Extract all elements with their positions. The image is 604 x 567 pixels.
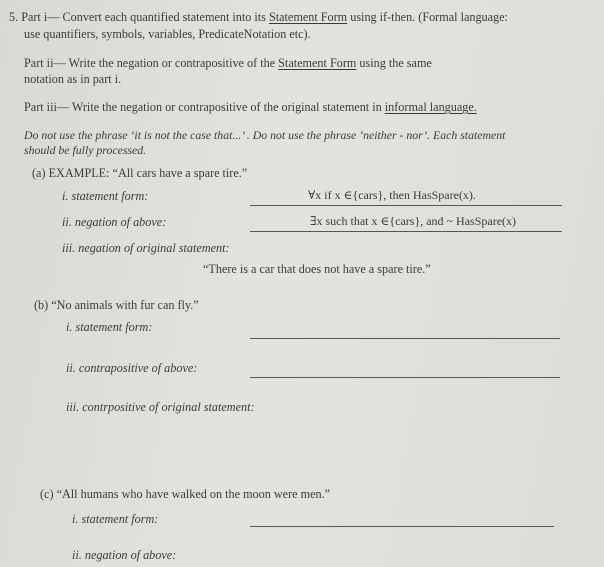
problem-c-i-label: i. statement form: [72, 512, 159, 526]
part-i-line2: use quantifiers, symbols, variables, PredicateNotation etc). [24, 27, 311, 41]
problem-b-iii-label: iii. contrpositive of original statement: [66, 400, 255, 414]
problem-b-ii-answer-line[interactable] [250, 377, 560, 378]
problem-b-ii-label: ii. contrapositive of above: [66, 361, 198, 375]
problem-c-ii-label: ii. negation of above: [72, 548, 177, 562]
example-a-ii-label: ii. negation of above: [62, 215, 167, 229]
example-a-title: (a) EXAMPLE: “All cars have a spare tire.” [32, 166, 248, 180]
part-ii-line2: notation as in part i. [24, 72, 122, 86]
example-a-i-label: i. statement form: [62, 189, 149, 203]
part-ii-statement-form: Statement Form [278, 56, 357, 70]
question-number: 5. [9, 10, 19, 24]
part-i-text-after: using if-then. (Formal language: [350, 10, 508, 24]
part-i-text: Convert each quantified statement into its [62, 10, 266, 24]
part-i-line1 [9, 10, 508, 25]
problem-b-i-answer-line[interactable] [250, 338, 560, 339]
problem-c-i-answer-line[interactable] [250, 526, 554, 527]
example-a-iii-label: iii. negation of original statement: [62, 241, 230, 255]
part-ii-text-after: using the same [359, 56, 432, 70]
part-ii-label: Part ii— [24, 56, 66, 70]
part-i-label: Part i— [21, 10, 60, 24]
example-a-i-answer-line [250, 205, 562, 206]
part-iii-informal-language: informal language. [384, 100, 477, 114]
problem-c-title: (c) “All humans who have walked on the moon were men.” [40, 487, 331, 501]
example-a-i-answer: ∀x if x ∈{cars}, then HasSpare(x). [308, 188, 476, 202]
example-a-ii-answer: ∃x such that x ∈{cars}, and ~ HasSpare(x) [310, 214, 517, 228]
part-ii-line1 [24, 56, 432, 71]
instruction-line2: should be fully processed. [24, 143, 147, 157]
part-iii-line [24, 100, 477, 115]
problem-b-i-label: i. statement form: [66, 320, 153, 334]
part-i-statement-form: Statement Form [268, 10, 348, 24]
part-ii-text: Write the negation or contrapositive of the [68, 56, 276, 70]
part-iii-text: Write the negation or contrapositive of the original statement in [71, 100, 382, 114]
example-a-iii-answer: “There is a car that does not have a spare tire.” [203, 262, 431, 276]
part-iii-label: Part iii— [24, 100, 70, 114]
problem-b-title: (b) “No animals with fur can fly.” [34, 298, 199, 312]
instruction-line1: Do not use the phrase ‘it is not the case that...’ . Do not use the phrase ‘neither - nor’. Each statement [24, 128, 506, 142]
example-a-ii-answer-line [250, 231, 562, 232]
